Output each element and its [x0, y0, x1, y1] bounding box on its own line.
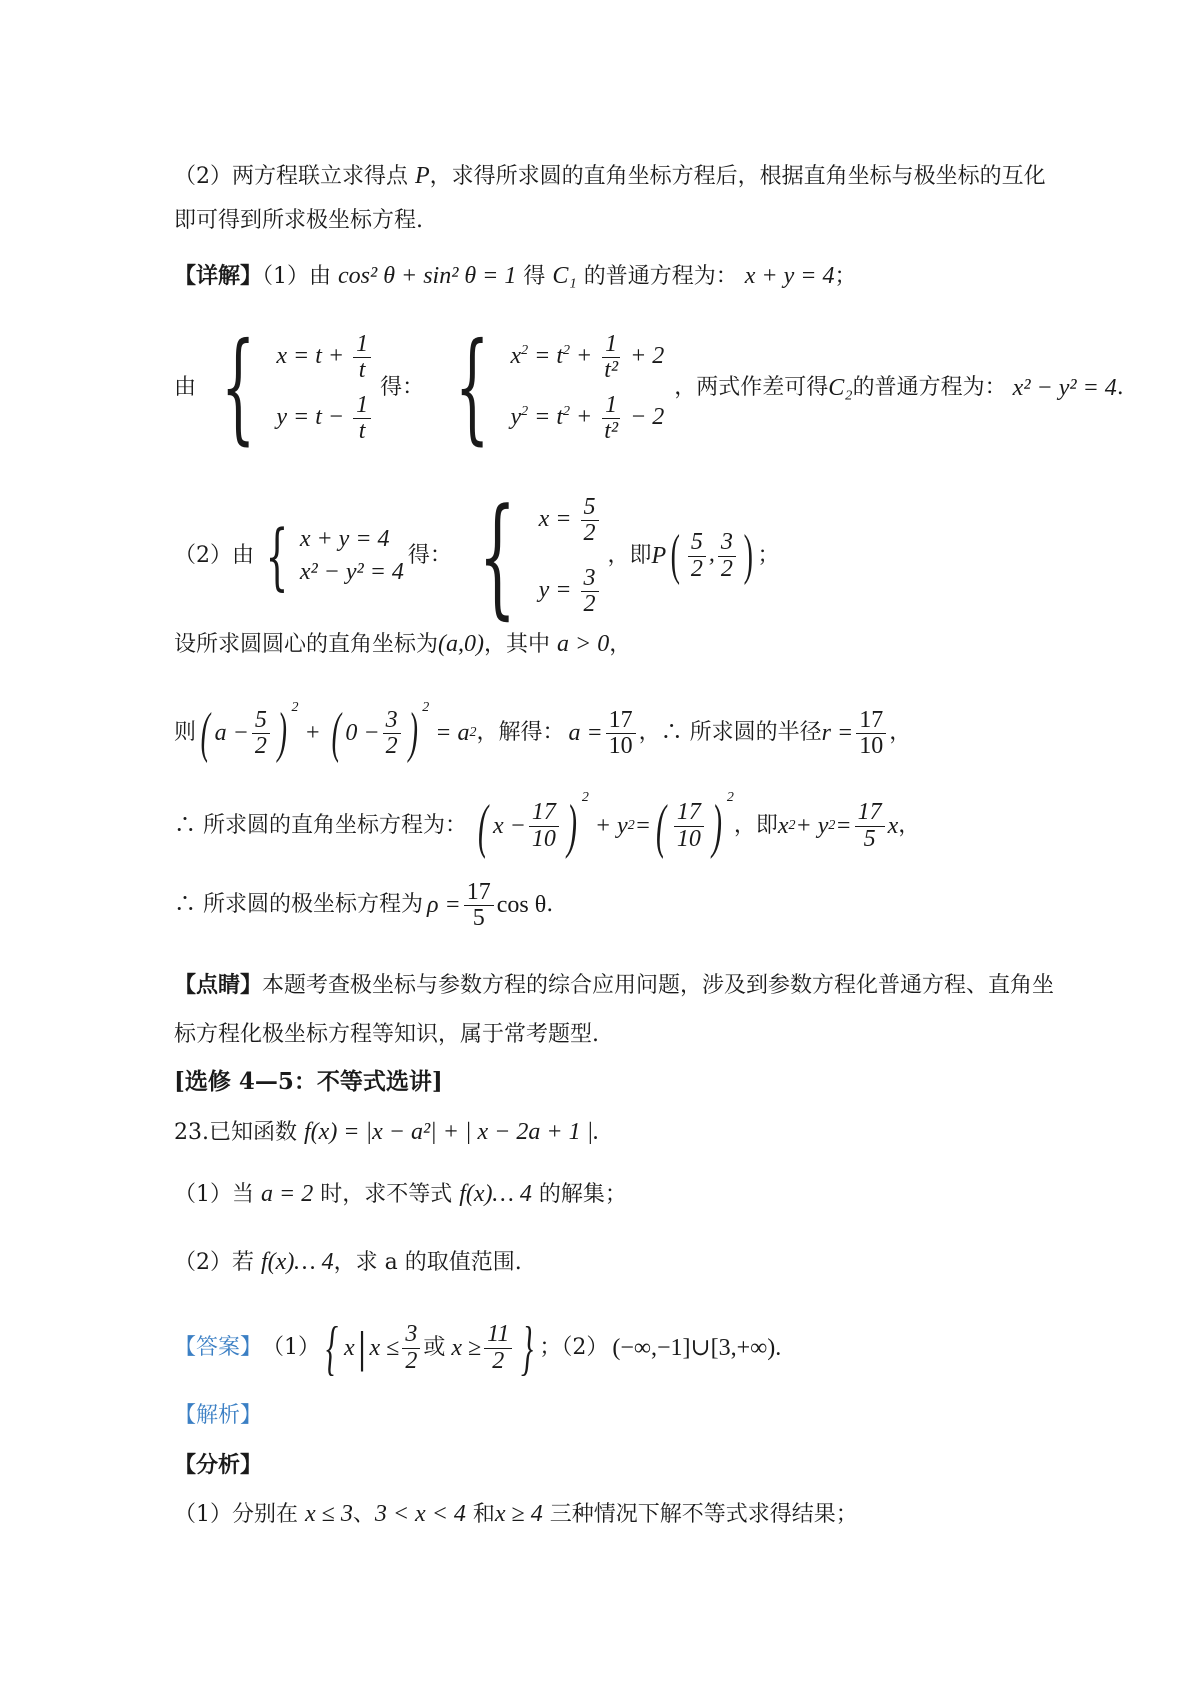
- den: 10: [531, 825, 556, 852]
- text: 标方程化极坐标方程等知识，属于常考题型.: [174, 1022, 599, 1047]
- point-p: P: [415, 163, 430, 189]
- den: 2: [583, 520, 596, 547]
- condition: a > 0: [557, 631, 610, 657]
- function-def: f(x) = |x − a²| + | x − 2a + 1 |.: [304, 1119, 600, 1145]
- analysis-tag-line: [174, 1452, 262, 1478]
- den: 5: [472, 905, 485, 932]
- text: ，即: [733, 812, 778, 838]
- num: 17: [856, 708, 886, 734]
- num: 17: [606, 708, 636, 734]
- num: 3: [383, 708, 401, 734]
- inequality: f(x)… 4: [459, 1181, 532, 1207]
- text: .: [1116, 374, 1124, 400]
- eq: x² − y² = 4: [299, 559, 404, 586]
- text: 的普通方程为：: [852, 374, 1007, 400]
- text: （2）由: [174, 542, 254, 568]
- den: 2: [720, 555, 733, 582]
- rect-equation: ( x − $\frac{17}{10}$ ) $^2$ + y 2 = ( $\frac{17}{10}$ ) $^2$: [477, 790, 734, 859]
- answer-tag: 【答案】: [174, 1334, 263, 1360]
- text: （1）分别在: [174, 1502, 298, 1527]
- part2-system-line: （2）由 { x + y = 4 x² − y² = 4 得： { x = $\frac{5}{2}$ y = $\frac{3}{2}$ ，即 P ( $\frac{5}{2}$ , $\frac{3}{2}$ ) ；: [174, 480, 780, 632]
- solution-tag: 【解析】: [174, 1403, 263, 1428]
- num: 3: [718, 530, 736, 556]
- text: 的解集；: [538, 1182, 627, 1207]
- text: 本题考查极坐标与参数方程的综合应用问题，涉及到参数方程化普通方程、直角坐: [262, 973, 1055, 998]
- den: 2: [385, 733, 398, 760]
- num: 1: [602, 332, 620, 358]
- text: ，两式作差可得: [674, 374, 829, 400]
- param-system: { x = t + $\frac{1}{t}$ y = t − $\frac{1}{t}$: [200, 316, 374, 460]
- r-label: r =: [821, 720, 854, 747]
- text: 由: [174, 374, 197, 400]
- den: 2: [690, 555, 703, 582]
- question-23-part2: [174, 1248, 522, 1277]
- den: 2: [405, 1347, 418, 1374]
- text: （1）由: [262, 264, 332, 289]
- num: 11: [484, 1322, 512, 1348]
- case-3: x ≥ 4: [494, 1501, 543, 1527]
- text: 、: [352, 1502, 375, 1527]
- text: ，其中: [484, 632, 551, 657]
- num: 17: [855, 800, 885, 826]
- section-heading: [174, 1068, 443, 1096]
- analysis-line-1: [174, 1500, 858, 1529]
- den: t²: [604, 417, 619, 444]
- question-23-part1: [174, 1180, 627, 1209]
- center-coords: (a,0): [438, 631, 484, 657]
- num: 5: [581, 495, 599, 521]
- den: t²: [604, 357, 619, 384]
- text: 设所求圆圆心的直角坐标为: [174, 632, 439, 657]
- a-value: a = 2: [261, 1181, 314, 1207]
- remark-tag: 【点睛】: [174, 972, 263, 998]
- text: 23.已知函数: [174, 1120, 297, 1145]
- inequality: f(x)… 4: [261, 1249, 334, 1275]
- text: ；: [834, 264, 857, 289]
- text: 或: [423, 1334, 446, 1360]
- linear-system: { x + y = 4 x² − y² = 4: [265, 513, 404, 598]
- text: ，求得所求圆的直角坐标方程后，根据直角坐标与极坐标的互化: [429, 164, 1046, 189]
- num: 17: [674, 800, 704, 826]
- cos-theta: cos θ: [496, 892, 547, 919]
- den: 10: [608, 733, 633, 760]
- text: 即可得到所求极坐标方程.: [174, 208, 423, 233]
- c1-equation: x + y = 4: [744, 263, 835, 289]
- c2-equation: x² − y² = 4: [1012, 374, 1117, 401]
- detail-tag: 【详解】: [174, 263, 263, 289]
- text: 则: [174, 720, 197, 746]
- den: 5: [863, 825, 876, 852]
- remark-line-2: [174, 1022, 599, 1048]
- text: 的普通方程为：: [583, 264, 738, 289]
- text: ，: [609, 632, 632, 657]
- distance-equation: ( a − $\frac{5}{2}$ ) $^2$ + ( 0 − $\frac{3}{2}$ ) $^2$ = a 2: [200, 700, 477, 764]
- point-p: P: [651, 542, 667, 569]
- text: （2）若: [174, 1250, 254, 1275]
- a-label: a =: [568, 720, 603, 747]
- num: 1: [353, 332, 371, 358]
- rect-equation-line: [174, 790, 920, 862]
- case-2: 3 < x < 4: [374, 1501, 466, 1527]
- identity-equation: cos² θ + sin² θ = 1: [338, 263, 517, 289]
- rho-label: ρ =: [427, 892, 461, 919]
- den: 2: [492, 1347, 505, 1374]
- remark-line-1: [174, 972, 1054, 999]
- num: 5: [688, 530, 706, 556]
- num: 3: [402, 1322, 420, 1348]
- text: ；（2）: [539, 1334, 609, 1360]
- expanded-equation: x 2 + y 2 = $\frac{17}{5}$ x: [777, 799, 899, 852]
- den: 2: [583, 590, 596, 617]
- answer-set-2: (−∞,−1]∪[3,+∞).: [612, 1334, 782, 1361]
- num: 17: [529, 800, 559, 826]
- text: （2）两方程联立求得点: [174, 164, 408, 189]
- num: 3: [581, 566, 599, 592]
- den: 10: [676, 825, 701, 852]
- text: 和: [472, 1502, 495, 1527]
- analysis-line-2b: [174, 208, 423, 234]
- text: ，∴ 所求圆的半径: [638, 720, 822, 746]
- text: 三种情况下解不等式求得结果；: [549, 1502, 858, 1527]
- analysis-tag: 【分析】: [174, 1452, 263, 1478]
- answer-set-1: { x | x ≤ $\frac{3}{2}$ 或 x ≥ $\frac{11}{2}$ }: [326, 1315, 534, 1381]
- text: ∴ 所求圆的直角坐标方程为：: [174, 812, 467, 838]
- question-23: [174, 1118, 599, 1147]
- text: ；: [757, 542, 780, 568]
- solution-tag-line: [174, 1403, 262, 1429]
- num: 1: [602, 393, 620, 419]
- case-1: x ≤ 3: [305, 1501, 353, 1527]
- den: t: [358, 417, 366, 444]
- param-system-line: [174, 316, 1124, 460]
- den: 2: [254, 733, 267, 760]
- curve-c1: C₁: [552, 263, 577, 289]
- solution-system: { x = $\frac{5}{2}$ y = $\frac{3}{2}$: [456, 478, 602, 634]
- polar-equation-line: [174, 880, 553, 931]
- text: ，即: [607, 542, 652, 568]
- text: 得：: [407, 542, 452, 568]
- num: 17: [464, 880, 494, 906]
- text: 得：: [380, 374, 425, 400]
- circle-center-line: [174, 630, 631, 659]
- text: 时，求不等式: [320, 1182, 453, 1207]
- text: （1）当: [174, 1182, 254, 1207]
- text: ∴ 所求圆的极坐标方程为: [174, 892, 423, 918]
- squared-system: { $x^2 = t^2$ + $\frac{1}{\text{t²}}$ + 2 $y^2 = t^2$ + $\frac{1}{\text{t²}}$ − 2: [455, 318, 665, 457]
- num: 5: [252, 708, 270, 734]
- text: ，解得：: [476, 720, 565, 746]
- answer-line: [174, 1312, 781, 1384]
- text: 得: [523, 264, 546, 289]
- num: 1: [353, 393, 371, 419]
- point-p-coords: $\frac{5}{2}$ , $\frac{3}{2}$: [685, 530, 739, 581]
- eq: x + y = 4: [299, 525, 390, 552]
- text: ，: [898, 812, 921, 838]
- den: 10: [859, 733, 884, 760]
- den: t: [358, 357, 366, 384]
- analysis-line-2: [174, 162, 1046, 191]
- detail-line-1: [174, 262, 856, 291]
- radius-equation-line: [174, 700, 911, 767]
- text: ，求 a 的取值范围.: [333, 1250, 522, 1275]
- text: （1）: [262, 1334, 321, 1360]
- text: .: [546, 892, 554, 918]
- curve-c2: C₂: [828, 374, 853, 401]
- text: ，: [889, 720, 912, 746]
- text: [选修 4—5：不等式选讲]: [174, 1068, 443, 1095]
